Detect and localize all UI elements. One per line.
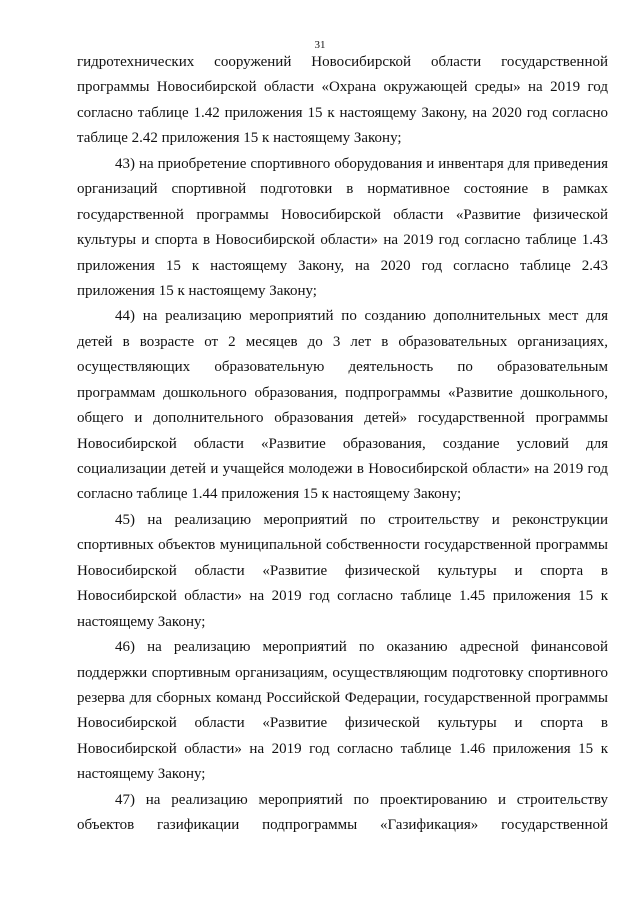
text-line: государственной программы Новосибирской области «Развитие физической xyxy=(77,206,608,223)
text-line: спортивных объектов муниципальной собственности государственной программы xyxy=(77,537,608,554)
text-line: программы Новосибирской области «Охрана окружающей среды» на 2019 год xyxy=(77,79,608,96)
text-line: Новосибирской области «Развитие физической культуры и спорта в xyxy=(77,715,608,732)
text-line: Новосибирской области» на 2019 год согласно таблице 1.45 приложения 15 к xyxy=(77,588,608,605)
paragraph-item-47 xyxy=(77,788,608,839)
text-line: детей в возрасте от 2 месяцев до 3 лет в образовательных организациях, xyxy=(77,333,608,350)
text-line: Новосибирской области» на 2019 год согласно таблице 1.46 приложения 15 к xyxy=(77,740,608,757)
text-line: 44) на реализацию мероприятий по созданию дополнительных мест для xyxy=(115,308,608,325)
paragraph-item-43 xyxy=(77,152,608,305)
text-line: приложения 15 к настоящему Закону; xyxy=(77,282,317,299)
text-line: поддержки спортивным организациям, осуществляющим подготовку спортивного xyxy=(77,664,608,681)
paragraph-item-44 xyxy=(77,304,608,508)
text-line: таблице 2.42 приложения 15 к настоящему Закону; xyxy=(77,130,402,147)
page-number: 31 xyxy=(314,39,326,51)
text-line: 43) на приобретение спортивного оборудования и инвентаря для приведения xyxy=(115,155,608,172)
text-line: социализации детей и учащейся молодежи в Новосибирской области» на 2019 год xyxy=(77,461,608,477)
text-line: резерва для сборных команд Российской Федерации, государственной программы xyxy=(77,689,608,706)
text-line: 47) на реализацию мероприятий по проектированию и строительству xyxy=(115,791,608,808)
text-line: объектов газификации подпрограммы «Газификация» государственной xyxy=(77,817,608,834)
text-line: 46) на реализацию мероприятий по оказанию адресной финансовой xyxy=(115,639,608,656)
text-line: общего и дополнительного образования детей» государственной программы xyxy=(77,410,608,427)
text-line: программам дошкольного образования, подпрограммы «Развитие дошкольного, xyxy=(77,384,608,401)
paragraph-item-45 xyxy=(77,508,608,635)
text-line: организаций спортивной подготовки в нормативное состояние в рамках xyxy=(77,181,608,198)
text-line: осуществляющих образовательную деятельность по образовательным xyxy=(77,359,608,376)
paragraph-item-46 xyxy=(77,635,608,788)
paragraph-continuation xyxy=(77,50,608,152)
text-line: настоящему Закону; xyxy=(77,613,206,630)
text-line: приложения 15 к настоящему Закону, на 2020 год согласно таблице 2.43 xyxy=(77,257,608,274)
text-line: Новосибирской области «Развитие физической культуры и спорта в xyxy=(77,562,608,579)
text-line: согласно таблице 1.42 приложения 15 к настоящему Закону, на 2020 год согласно xyxy=(77,104,608,121)
text-line: гидротехнических сооружений Новосибирской области государственной xyxy=(77,54,608,70)
text-line: согласно таблице 1.44 приложения 15 к настоящему Закону; xyxy=(77,486,462,503)
text-line: Новосибирской области «Развитие образования, создание условий для xyxy=(77,435,608,452)
text-line: культуры и спорта в Новосибирской области» на 2019 год согласно таблице 1.43 xyxy=(77,232,608,249)
text-line: 45) на реализацию мероприятий по строительству и реконструкции xyxy=(115,511,608,528)
document-body xyxy=(77,50,608,839)
text-line: настоящему Закону; xyxy=(77,766,206,783)
